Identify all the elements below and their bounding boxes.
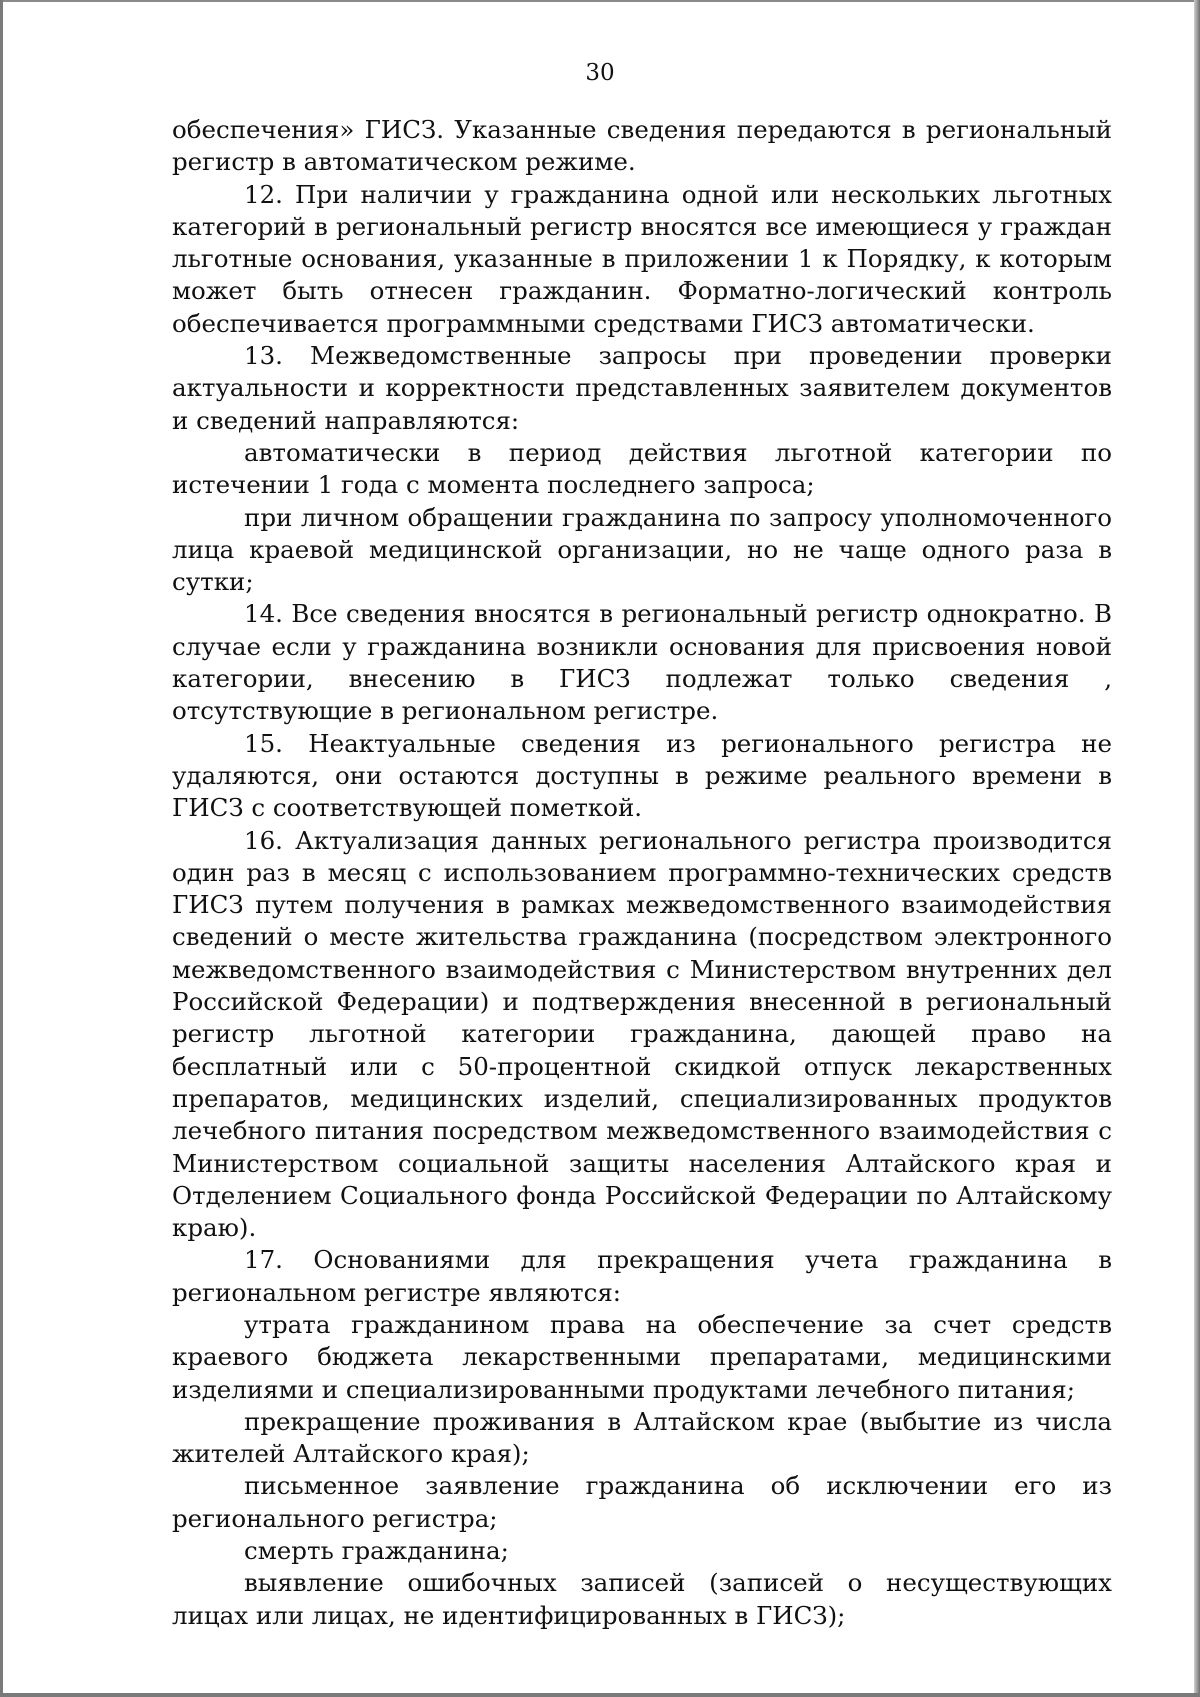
paragraph-continuation: обеспечения» ГИСЗ. Указанные сведения передаются в региональный регистр в автоматическом режиме. — [172, 115, 1112, 177]
paragraph-15: 15. Неактуальные сведения из регионального регистра не удаляются, они остаются доступны в режиме реального времени в ГИСЗ с соответствующей пометкой. — [172, 728, 1112, 823]
paragraph-17: 17. Основаниями для прекращения учета гражданина в региональном регистре являются: — [172, 1245, 1112, 1307]
paragraph-17-item-death: смерть гражданина; — [244, 1536, 509, 1566]
paragraph-17-item-loss-of-right: утрата гражданином права на обеспечение за счет средств краевого бюджета лекарственными препаратами, медицинскими изделиями и специализированными продуктами лечебного питания; — [172, 1309, 1112, 1404]
paragraph-13-item-automatic: автоматически в период действия льготной категории по истечении 1 года с момента последнего запроса; — [172, 437, 1112, 500]
paragraph-13: 13. Межведомственные запросы при проведении проверки актуальности и корректности представленных заявителем документов и сведений направляются: — [172, 341, 1112, 435]
scan-edge-left — [0, 0, 3, 1697]
scan-edge-right — [1194, 0, 1200, 1697]
paragraph-17-item-written-request: письменное заявление гражданина об исключении его из регионального регистра; — [172, 1471, 1112, 1533]
document-body — [172, 114, 1112, 1632]
page-number: 30 — [585, 60, 615, 86]
paragraph-13-item-personal-request: при личном обращении гражданина по запросу уполномоченного лица краевой медицинской организации, но не чаще одного раза в сутки; — [172, 502, 1112, 597]
paragraph-16: 16. Актуализация данных регионального регистра производится один раз в месяц с использованием программно-технических средств ГИСЗ путем получения в рамках межведомственного взаимодействия сведений о месте жительства гражданина (посредством электронного межведомственного взаимодействия с Министерством внутренних дел Российской Федерации) и подтверждения внесенной в региональный регистр льготной категории гражданина, дающей право на бесплатный или с 50-процентной скидкой отпуск лекарственных препаратов, медицинских изделий, специализированных продуктов лечебного питания посредством межведомственного взаимодействия с Министерством социальной защиты населения Алтайского края и Отделением Социального фонда Российской Федерации по Алтайскому краю). — [172, 825, 1112, 1243]
paragraph-17-item-erroneous-records: выявление ошибочных записей (записей о несуществующих лицах или лицах, не идентифицированных в ГИСЗ); — [172, 1568, 1112, 1630]
paragraph-14: 14. Все сведения вносятся в региональный регистр однократно. В случае если у гражданина возникли основания для присвоения новой категории, внесению в ГИСЗ подлежат только сведения , отсутствующие в региональном регистре. — [172, 599, 1112, 726]
paragraph-12: 12. При наличии у гражданина одной или нескольких льготных категорий в региональный регистр вносятся все имеющиеся у граждан льготные основания, указанные в приложении 1 к Порядку, к которым может быть отнесен гражданин. Форматно-логический контроль обеспечивается программными средствами ГИСЗ автоматически. — [172, 179, 1112, 338]
paragraph-17-item-relocation: прекращение проживания в Алтайском крае (выбытие из числа жителей Алтайского края); — [172, 1406, 1112, 1469]
scan-edge-top — [0, 0, 1200, 2]
scan-edge-bottom — [0, 1693, 1200, 1697]
